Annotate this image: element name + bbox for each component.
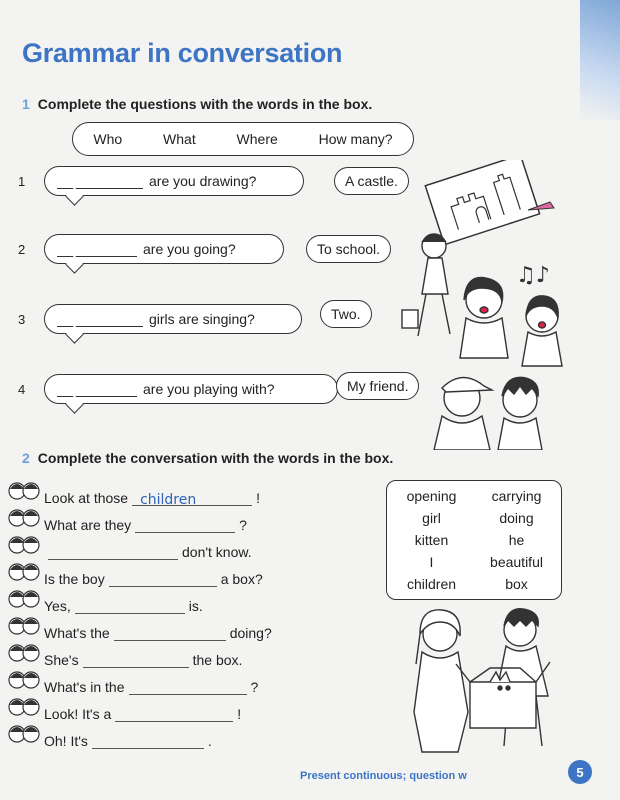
line-text-after: ! <box>256 490 260 506</box>
question-number: 3 <box>18 312 26 327</box>
castle-drawing-icon <box>425 160 539 245</box>
conversation-line <box>44 673 258 695</box>
word-box-item: kitten <box>414 532 449 548</box>
line-text-after: ? <box>239 517 247 533</box>
word-box-item: What <box>163 131 196 147</box>
speaker-faces-icon <box>8 534 40 559</box>
question-bubble <box>44 304 302 334</box>
word-box-item: box <box>505 576 528 592</box>
conversation-line <box>44 646 242 668</box>
word-box-item: opening <box>406 488 457 504</box>
footer-text: Present continuous; question w <box>300 770 467 782</box>
page-number: 5 <box>568 760 592 784</box>
line-text-after: . <box>207 733 212 749</box>
question-bubble <box>44 234 284 264</box>
question-row <box>18 166 438 202</box>
question-text: are you drawing? <box>149 173 257 189</box>
line-text-before: Look at those <box>44 490 129 506</box>
answer-blank[interactable] <box>109 572 217 587</box>
answer-blank[interactable] <box>57 312 143 327</box>
speaker-faces-icon <box>8 480 40 505</box>
singing-girls-icon <box>460 277 562 366</box>
exercise-1-heading <box>22 96 372 112</box>
speaker-faces-icon <box>8 615 40 640</box>
speaker-faces-icon <box>8 723 40 748</box>
answer-bubble: A castle. <box>334 167 409 195</box>
exercise-1-word-box <box>72 122 414 156</box>
exercise-1-instruction: Complete the questions with the words in the box. <box>37 96 373 112</box>
line-text-after: doing? <box>229 625 272 641</box>
line-text-after: ! <box>237 706 242 722</box>
word-box-item: girl <box>422 510 441 526</box>
line-text-after: the box. <box>192 652 243 668</box>
conversation-line <box>44 592 203 614</box>
conversation-line <box>44 565 263 587</box>
line-text-before: Oh! It's <box>44 733 88 749</box>
exercise-1-number: 1 <box>22 96 30 112</box>
answer-blank[interactable] <box>129 680 247 695</box>
line-text-before: What's the <box>44 625 110 641</box>
answer-blank[interactable] <box>57 174 143 189</box>
music-notes-icon: ♫♪ <box>516 263 550 288</box>
answer-bubble: To school. <box>306 235 391 263</box>
question-bubble <box>44 374 338 404</box>
question-number: 4 <box>18 382 26 397</box>
word-box-item: How many? <box>318 131 393 147</box>
exercise-2-heading <box>22 450 393 466</box>
word-box-item: carrying <box>491 488 542 504</box>
word-box-item: beautiful <box>490 554 543 570</box>
answer-blank[interactable] <box>57 242 137 257</box>
answer-blank[interactable] <box>135 518 235 533</box>
answer-blank[interactable] <box>57 382 137 397</box>
conversation-line <box>44 619 272 641</box>
line-text-before: Is the boy <box>44 571 105 587</box>
conversation-line <box>44 484 260 506</box>
word-box-item: I <box>429 554 434 570</box>
exercise-2-number: 2 <box>22 450 30 466</box>
boy-walking-icon <box>402 234 450 336</box>
answer-blank[interactable] <box>83 653 189 668</box>
exercise-2-instruction: Complete the conversation with the words in the box. <box>37 450 394 466</box>
line-text-before: What's in the <box>44 679 125 695</box>
answer-bubble: My friend. <box>336 372 419 400</box>
speaker-faces-icon <box>8 561 40 586</box>
line-text-after: don't know. <box>182 544 252 560</box>
question-text: girls are singing? <box>149 311 255 327</box>
line-text-before: She's <box>44 652 79 668</box>
conversation-line <box>44 700 241 722</box>
question-text: are you going? <box>143 241 236 257</box>
answer-blank[interactable] <box>75 599 185 614</box>
answer-blank[interactable] <box>132 491 252 506</box>
line-text-before: Yes, <box>44 598 71 614</box>
line-text-before: What are they <box>44 517 132 533</box>
children-with-box-illustration <box>388 604 588 754</box>
word-box-item: Who <box>93 131 123 147</box>
page-corner-shade <box>580 0 620 120</box>
line-text-before: Look! It's a <box>44 706 112 722</box>
question-bubble <box>44 166 304 196</box>
speaker-faces-icon <box>8 696 40 721</box>
two-boys-icon <box>434 377 542 450</box>
answer-blank[interactable] <box>114 626 226 641</box>
line-text-after: is. <box>188 598 203 614</box>
speaker-faces-icon <box>8 669 40 694</box>
speaker-faces-icon <box>8 642 40 667</box>
question-row <box>18 374 448 410</box>
conversation-line <box>44 538 252 560</box>
question-number: 1 <box>18 174 26 189</box>
word-box-item: doing <box>499 510 534 526</box>
line-text-after: a box? <box>220 571 263 587</box>
line-text-after: ? <box>250 679 259 695</box>
answer-blank[interactable] <box>92 734 204 749</box>
question-row <box>18 234 438 270</box>
answer-bubble: Two. <box>320 300 372 328</box>
handwritten-answer: children <box>140 492 197 508</box>
question-number: 2 <box>18 242 26 257</box>
answer-blank[interactable] <box>115 707 233 722</box>
answer-blank[interactable] <box>48 545 178 560</box>
word-box-item: children <box>406 576 457 592</box>
word-box-item: Where <box>236 131 278 147</box>
exercise-2-word-box <box>386 480 562 600</box>
word-box-item: he <box>508 532 525 548</box>
speaker-faces-icon <box>8 588 40 613</box>
speaker-faces-icon <box>8 507 40 532</box>
page-title: Grammar in conversation <box>22 38 343 68</box>
question-text: are you playing with? <box>143 381 275 397</box>
exercise-1-illustration <box>392 160 582 450</box>
conversation-line <box>44 727 212 749</box>
girl-icon <box>414 610 468 752</box>
conversation-line <box>44 511 247 533</box>
question-row <box>18 304 438 340</box>
